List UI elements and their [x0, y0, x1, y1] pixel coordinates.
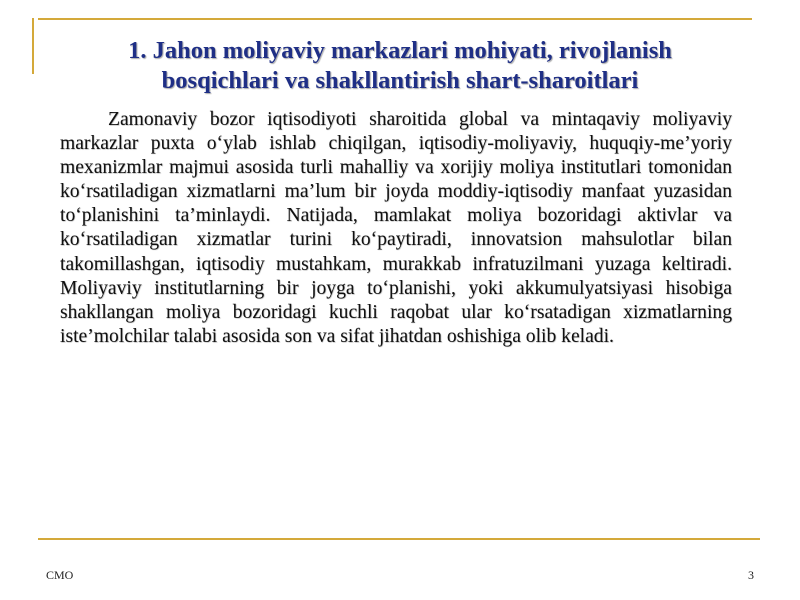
- top-accent-rule: [38, 18, 752, 20]
- slide-title: [60, 36, 740, 96]
- slide-title-line-1: 1. Jahon moliyaviy markazlari mohiyati, rivojlanish: [128, 37, 672, 64]
- left-accent-rule: [32, 18, 34, 74]
- bottom-accent-rule: [38, 538, 760, 540]
- footer-label: CMO: [46, 568, 74, 582]
- slide-body-paragraph: Zamonaviy bozor iqtisodiyoti sharoitida global va mintaqaviy moliyaviy markazlar puxta o‘ylab ishlab chiqilgan, iqtisodiy-moliyaviy, huquqiy-me’yoriy mexanizmlar majmui asosida turli mahalliy va xorijiy moliya institutlari tomonidan ko‘rsatiladigan xizmatlarni ma’lum bir joyda moddiy-iqtisodiy manfaat yuzasidan to‘planishini ta’minlaydi. Natijada, mamlakat moliya bozoridagi aktivlar va ko‘rsatiladigan xizmatlar turini ko‘paytiradi, innovatsion mahsulotlar bilan takomillashgan, iqtisodiy mustahkam, murakkab infratuzilmani yuzaga keltiradi. Moliyaviy institutlarning bir joyga to‘planishi, yoki akkumulyatsiyasi hisobiga shakllangan moliya bozoridagi kuchli raqobat ular ko‘rsatadigan xizmatlarning iste’molchilar talabi asosida son va sifat jihatdan oshishiga olib keladi.: [60, 109, 732, 347]
- slide-title-line-2: bosqichlari va shakllantirish shart-sharoitlari: [161, 67, 639, 94]
- slide-number: 3: [748, 568, 754, 582]
